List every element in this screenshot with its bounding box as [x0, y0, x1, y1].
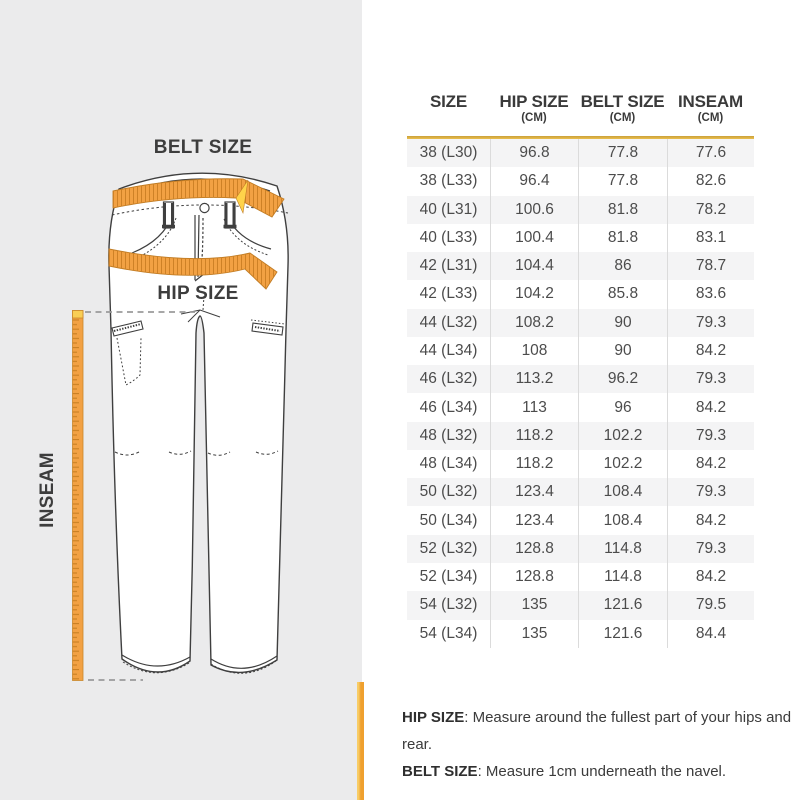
column-header-hip-size	[490, 90, 578, 136]
cell-value: 108	[490, 337, 578, 365]
cell-value: 121.6	[578, 591, 667, 619]
cell-value: 123.4	[490, 478, 578, 506]
cell-size: 42 (L33)	[419, 285, 478, 303]
cell-size: 48 (L34)	[419, 455, 478, 473]
cell-value: 79.3	[667, 422, 754, 450]
cell-size: 52 (L34)	[419, 568, 478, 586]
cell-value: 85.8	[578, 280, 667, 308]
note-term: BELT SIZE	[402, 763, 478, 780]
cell-value: 79.3	[667, 535, 754, 563]
cell-size: 40 (L33)	[419, 228, 478, 246]
measurement-note	[402, 758, 792, 785]
table-row	[407, 252, 754, 280]
cell-value: 100.4	[490, 224, 578, 252]
cell-value: 135	[490, 620, 578, 648]
column-header-inseam	[667, 90, 754, 136]
cell-value: 100.6	[490, 196, 578, 224]
cell-size: 52 (L32)	[419, 539, 478, 557]
table-row	[407, 365, 754, 393]
column-label: HIP SIZE	[499, 92, 569, 111]
cell-value: 121.6	[578, 620, 667, 648]
cell-value: 118.2	[490, 422, 578, 450]
cell-value: 77.6	[667, 139, 754, 167]
cell-size: 48 (L32)	[419, 426, 478, 444]
table-row	[407, 167, 754, 195]
cell-value: 118.2	[490, 450, 578, 478]
cell-value: 90	[578, 309, 667, 337]
cell-value: 84.2	[667, 563, 754, 591]
measurement-note	[402, 704, 792, 758]
cell-size: 50 (L32)	[419, 483, 478, 501]
cell-value: 79.5	[667, 591, 754, 619]
table-row	[407, 309, 754, 337]
table-row	[407, 506, 754, 534]
table-row	[407, 591, 754, 619]
table-row	[407, 450, 754, 478]
column-header-belt-size	[578, 90, 667, 136]
cell-size: 54 (L32)	[419, 596, 478, 614]
cell-value: 113	[490, 393, 578, 421]
table-row	[407, 535, 754, 563]
cell-value: 84.4	[667, 620, 754, 648]
cell-value: 81.8	[578, 224, 667, 252]
cell-value: 83.1	[667, 224, 754, 252]
table-row	[407, 620, 754, 648]
cell-value: 78.7	[667, 252, 754, 280]
cell-size: 38 (L33)	[419, 172, 478, 190]
cell-value: 114.8	[578, 535, 667, 563]
belt-size-label: BELT SIZE	[153, 137, 253, 158]
column-label: BELT SIZE	[580, 92, 665, 111]
inseam-label: INSEAM	[37, 452, 58, 528]
cell-value: 77.8	[578, 139, 667, 167]
cell-value: 84.2	[667, 506, 754, 534]
cell-value: 113.2	[490, 365, 578, 393]
cell-value: 108.4	[578, 478, 667, 506]
size-table-header	[407, 90, 754, 136]
table-row	[407, 139, 754, 167]
note-text: : Measure around the fullest part of your hips and rear.	[402, 709, 792, 753]
cell-size: 42 (L31)	[419, 257, 478, 275]
pants-diagram-panel	[0, 0, 362, 800]
cell-value: 102.2	[578, 422, 667, 450]
pants-line-drawing-illustration	[0, 0, 362, 800]
cell-value: 82.6	[667, 167, 754, 195]
cell-value: 84.2	[667, 393, 754, 421]
cell-value: 86	[578, 252, 667, 280]
cell-value: 114.8	[578, 563, 667, 591]
cell-value: 96.8	[490, 139, 578, 167]
cell-size: 44 (L32)	[419, 313, 478, 331]
cell-value: 79.3	[667, 309, 754, 337]
cell-value: 77.8	[578, 167, 667, 195]
cell-value: 104.2	[490, 280, 578, 308]
cell-value: 79.3	[667, 478, 754, 506]
table-row	[407, 337, 754, 365]
cell-value: 108.4	[578, 506, 667, 534]
cell-value: 78.2	[667, 196, 754, 224]
table-row	[407, 196, 754, 224]
measurement-notes	[402, 704, 792, 785]
column-unit: (CM)	[697, 112, 724, 124]
cell-value: 96.2	[578, 365, 667, 393]
cell-size: 54 (L34)	[419, 624, 478, 642]
cell-size: 50 (L34)	[419, 511, 478, 529]
size-table-body	[407, 139, 754, 648]
inseam-ruler	[73, 311, 84, 681]
cell-value: 90	[578, 337, 667, 365]
cell-size: 38 (L30)	[419, 144, 478, 162]
size-table	[407, 90, 754, 648]
cell-value: 79.3	[667, 365, 754, 393]
cell-size: 40 (L31)	[419, 200, 478, 218]
cell-value: 96	[578, 393, 667, 421]
cell-size: 46 (L34)	[419, 398, 478, 416]
table-row	[407, 478, 754, 506]
cell-value: 84.2	[667, 450, 754, 478]
cell-value: 102.2	[578, 450, 667, 478]
table-row	[407, 280, 754, 308]
cell-value: 135	[490, 591, 578, 619]
cell-value: 104.4	[490, 252, 578, 280]
table-row	[407, 563, 754, 591]
hip-size-label: HIP SIZE	[157, 283, 239, 304]
waist-button	[200, 203, 209, 212]
table-row	[407, 224, 754, 252]
cell-value: 108.2	[490, 309, 578, 337]
cell-value: 84.2	[667, 337, 754, 365]
column-label: INSEAM	[678, 92, 743, 111]
cell-value: 83.6	[667, 280, 754, 308]
note-text: : Measure 1cm underneath the navel.	[477, 763, 727, 780]
note-term: HIP SIZE	[402, 709, 465, 726]
table-row	[407, 422, 754, 450]
column-label: SIZE	[430, 92, 467, 111]
cell-value: 81.8	[578, 196, 667, 224]
cell-value: 128.8	[490, 535, 578, 563]
cell-value: 128.8	[490, 563, 578, 591]
accent-bar	[357, 682, 364, 800]
cell-size: 44 (L34)	[419, 341, 478, 359]
column-unit: (CM)	[609, 112, 636, 124]
cell-value: 123.4	[490, 506, 578, 534]
cell-size: 46 (L32)	[419, 370, 478, 388]
cell-value: 96.4	[490, 167, 578, 195]
table-row	[407, 393, 754, 421]
column-header-size	[407, 90, 490, 136]
column-unit: (CM)	[521, 112, 547, 124]
